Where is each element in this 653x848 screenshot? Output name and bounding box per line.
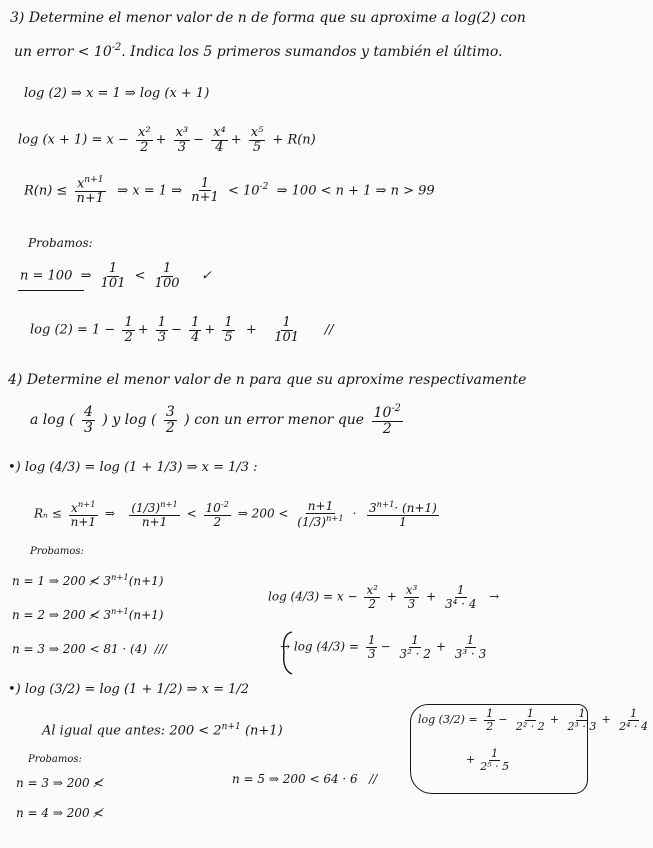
part-a-heading: •) log (4/3) = log (1 + 1/3) ⇒ x = 1/3 : [8,460,258,475]
problem-4-statement-line-2: a log ( $\frac{4}{3}$ ) y log ( $\frac{3}{2}$ ) con un error menor que $\frac{10^{-2}}{2}$ [30,403,401,437]
series-term-4: $\frac{\text{x⁴}}{4}$ [213,125,226,155]
probamos-label-4a: Probamos: [30,546,84,557]
taylor-series-line: log (x + 1) = x − $\frac{\text{x²}}{2}$ + $\frac{\text{x³}}{3}$ − $\frac{\text{x⁴}}{4}$ + $\frac{\text{x⁵}}{5}$ + R(n) [18,125,316,155]
problem-3-statement-line-1: 3) Determine el menor valor de n de forma que su aproxime a log(2) con [10,10,526,26]
log2-substitution-line: log (2) ⇒ x = 1 ⇒ log (x + 1) [24,86,210,101]
part-b-result: log (3/2) = $\frac{1}{2}$ − $\frac{1}{\text{2² · 2}}$ + $\frac{1}{\text{2³ · 3}}$ + $\frac{1}{\text{2⁴ · 4}}$ [418,707,649,733]
problem-4-number: 4) [8,372,23,388]
problem-3-statement-line-2: un error < $10^{-2}$. Indica los 5 primeros sumandos y también el último. [14,42,503,60]
underline-n-100 [18,290,84,291]
test-a-n2: n = 2 ⇒ 200 ≮ $3^{n+1}(n+1)$ [12,606,164,623]
part-a-result-bracket [280,630,294,676]
remainder-bound-line: R(n) ≤ $\frac{x^{n+1}}{n+1}$ ⇒ x = 1 ⇒ $\frac{1}{n+1}$ < $10^{-2}$ ⇒ 100 < n + 1 ⇒ n > 99 [24,175,435,207]
end-mark: // [324,322,334,338]
test-n-100-line: n = 100 ⇒ $\frac{1}{101}$ < $\frac{1}{100}$ ✓ [20,261,212,291]
probamos-label-3: Probamos: [28,236,93,250]
series-term-5: $\frac{\text{x⁵}}{5}$ [250,125,264,155]
test-b-n5: n = 5 ⇒ 200 < 64 · 6 // [232,772,378,786]
part-a-result: → log (4/3) = $\frac{1}{3}$ − $\frac{1}{\text{3² · 2}}$ + $\frac{1}{\text{3³ · 3}}$ [280,633,487,661]
problem-4-statement-line-1: 4) Determine el menor valor de n para que su aproxime respectivamente [8,372,527,388]
series-term-2: $\frac{\text{x²}}{2}$ [138,125,151,155]
part-b-heading: •) log (3/2) = log (1 + 1/2) ⇒ x = 1/2 [8,682,250,697]
part-a-series: log (4/3) = x − $\frac{\text{x²}}{2}$ + $\frac{\text{x³}}{3}$ + $\frac{1}{\text{3⁴ · 4}}$ → [268,583,500,611]
problem-3-number: 3) [10,10,25,26]
part-b-condition: Al igual que antes: $200 < 2^{n+1}$ (n+1) [42,722,283,739]
test-b-n4: n = 4 ⇒ 200 ≮ [16,806,104,820]
part-a-remainder-line: Rₙ ≤ $\frac{x^{n+1}}{n+1}$ ⇒ $\frac{(1/3)^{n+1}}{n+1}$ < $\frac{10^{-2}}{2}$ ⇒ 200 < $\frac{n+1}{(1/3)^{n+1}}$ · $\frac{3^{n+1}\cdot (n+1)}{1}$ [34,499,437,529]
series-term-3: $\frac{\text{x³}}{3}$ [175,125,189,155]
probamos-label-4b: Probamos: [28,754,82,765]
test-a-n1: n = 1 ⇒ 200 ≮ $3^{n+1}(n+1)$ [12,572,164,589]
log2-sum-line: log (2) = 1 − $\frac{1}{2}$ + $\frac{1}{3}$ − $\frac{1}{4}$ + $\frac{1}{5}$ + $\frac{1}{101}$ // [30,315,334,345]
test-b-n3: n = 3 ⇒ 200 ≮ [16,776,104,790]
test-a-n3: n = 3 ⇒ 200 < 81 · (4) /// [12,642,167,656]
part-b-result-last-term: + $\frac{1}{\text{2⁵ · 5}}$ [466,747,510,773]
check-mark: ✓ [201,268,212,284]
test-n-value: n = 100 [20,268,73,284]
